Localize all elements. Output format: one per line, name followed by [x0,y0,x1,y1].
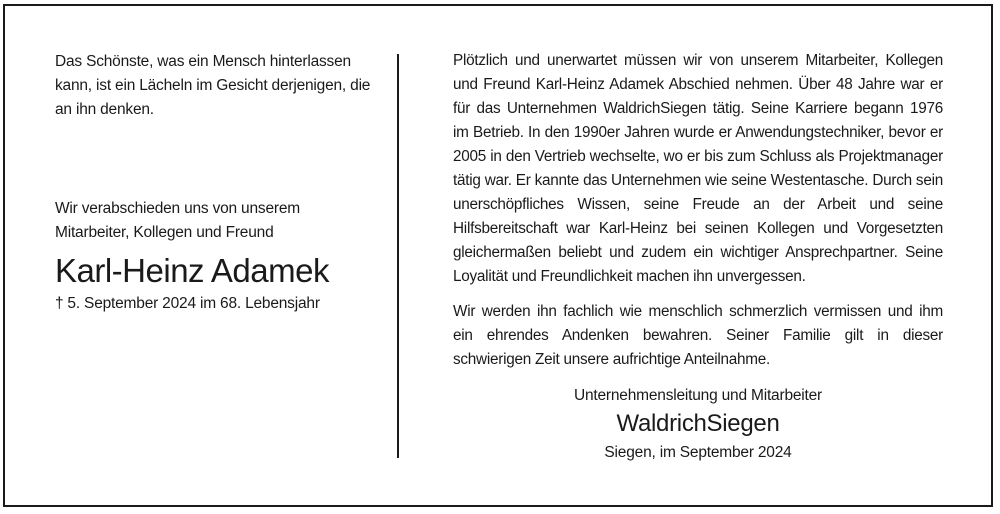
signature-block [453,385,943,464]
place-date: Siegen, im September 2024 [604,444,792,461]
farewell-text: Wir verabschieden uns von unserem Mitarbeiter, Kollegen und Freund [55,200,300,241]
obituary-paragraph-1: Plötzlich und unerwartet müssen wir von unserem Mitarbeiter, Kollegen und Freund Karl-Heinz Adamek Abschied nehmen. Über 48 Jahre war er für das Unternehmen WaldrichSiegen tätig. Seine Karriere begann 1976 im Betrieb. In den 1990er Jahren wurde er Anwendungstechniker, bevor er 2005 in den Vertrieb wechselte, wo er bis zum Schluss als Projektmanager tätig war. Er kannte das Unternehmen wie seine Westentasche. Durch sein unerschöpfliches Wissen, seine Freude an der Arbeit und seine Hilfsbereitschaft war Karl-Heinz bei seinen Kollegen und Vorgesetzten gleichermaßen beliebt und zudem ein wichtiger Ansprechpartner. Seine Loyalität und Freundlichkeit machen ihn unvergessen. [453,52,943,285]
deceased-name: Karl-Heinz Adamek [55,252,329,289]
death-date-line [55,293,320,315]
death-date: 5. September 2024 im 68. Lebensjahr [67,295,320,312]
company-name: WaldrichSiegen [616,410,780,437]
obituary-body [453,49,943,289]
condolence-text [453,300,943,372]
cross-icon: † [55,295,64,312]
memorial-quote: Das Schönste, was ein Mensch hinterlassen kann, ist ein Lächeln im Gesicht derjenigen, die an ihn denken. [55,53,371,118]
column-divider [397,54,399,458]
obituary-paragraph-2: Wir werden ihn fachlich wie menschlich schmerzlich vermissen und ihm ein ehrendes Andenken bewahren. Seiner Familie gilt in dieser schwierigen Zeit unsere aufrichtige Anteilnahme. [453,303,943,368]
signature-line: Unternehmensleitung und Mitarbeiter [573,387,823,404]
